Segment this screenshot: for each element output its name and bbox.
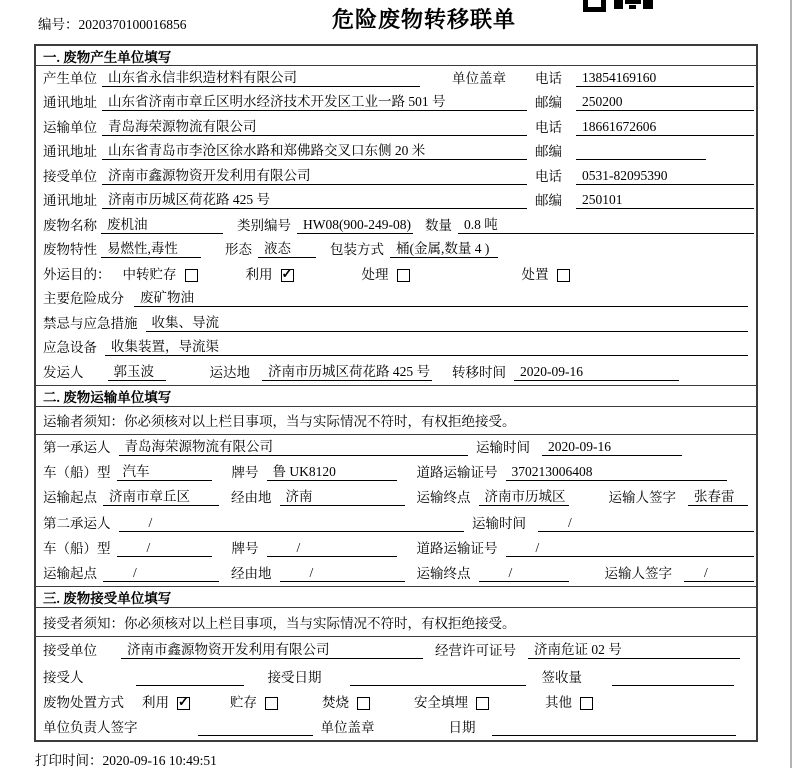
section1-header: 一. 废物产生单位填写 [36,46,756,66]
print-time-value: 2020-09-16 10:49:51 [102,753,217,768]
category-code-label: 类别编号 [237,217,291,233]
row-responsible-signature [36,715,756,740]
form-state-label: 形态 [225,242,252,257]
vehicle-type-value: 汽车 [117,460,212,481]
receiving-unit-label: 接受单位 [43,643,97,659]
print-time [35,749,217,769]
address-label: 通讯地址 [43,144,97,159]
unit-seal-label: 单位盖章 [320,720,375,736]
carrier-signature-label: 运输人签字 [604,566,672,582]
second-terminus-value: / [479,565,569,582]
row-receiving-unit [36,637,756,663]
option-storage-label: 贮存 [230,695,257,711]
transport-time-label: 运输时间 [472,515,526,531]
second-road-permit-value: / [506,540,755,557]
plate-label: 牌号 [231,465,259,481]
row-transporter-unit [36,115,756,140]
license-value: 济南危证 02 号 [528,638,740,659]
origin-label: 运输起点 [43,566,97,582]
first-carrier-label: 第一承运人 [43,439,111,455]
second-vehicle-type-value: / [117,540,212,557]
transport-time-value: 2020-09-16 [542,439,682,456]
second-transport-time-value: / [538,515,754,532]
receiver-notice-text: 你必须核对以上栏目事项，当与实际情况不符时，有权拒绝接受。 [124,616,516,632]
hazard-component-label: 主要危险成分 [43,291,124,306]
transfer-time-label: 转移时间 [452,364,506,380]
row-receiver-address [36,189,756,214]
second-origin-value: / [103,565,219,582]
origin-label: 运输起点 [43,490,97,506]
responsible-signature-label: 单位负责人签字 [43,720,138,736]
qr-finder-fragment-icon [583,0,606,12]
date-label: 日期 [448,720,476,736]
qr-code-icon [583,0,653,9]
disposal-method-label: 废物处置方式 [43,695,124,711]
section2-header: 二. 废物运输单位填写 [36,385,756,407]
option-other-label: 其他 [545,695,572,711]
row-waste-name [36,213,756,238]
manifest-form [34,44,758,742]
transfer-time-value: 2020-09-16 [514,364,679,381]
plate-label: 牌号 [231,540,259,556]
transport-time-label: 运输时间 [476,439,530,455]
page-edge-divider [790,0,792,768]
transporter-postcode-value [576,145,706,160]
producer-address-value: 山东省济南市章丘区明水经济技术开发区工业一路 501 号 [102,90,527,111]
producer-unit-value: 山东省永信非织造材料有限公司 [102,66,420,87]
reuse-checkbox [177,697,190,710]
hazard-component-value: 废矿物油 [134,286,748,307]
receiver-phone-value: 0531-82095390 [576,168,754,185]
responsible-signature-value [198,721,313,736]
section3-header: 三. 废物接受单位填写 [36,586,756,608]
option-incinerate-label: 焚烧 [322,695,349,711]
category-code-value: HW08(900-249-08) [297,217,413,234]
row-disposal-method [36,690,756,715]
postcode-label: 邮编 [535,193,562,208]
receive-date-value [350,671,526,686]
transporter-phone-value: 18661672606 [576,119,754,136]
waste-name-label: 废物名称 [43,217,97,233]
row-hazard-component [36,287,756,312]
producer-postcode-value: 250200 [576,94,754,111]
option-treat-label: 处理 [361,266,389,282]
received-amount-label: 签收量 [541,670,582,686]
receiver-postcode-value: 250101 [576,192,754,209]
road-permit-value: 370213006408 [506,464,728,481]
waste-property-label: 废物特性 [43,242,97,257]
terminus-label: 运输终点 [416,566,471,582]
transfer-storage-checkbox [185,269,198,282]
form-state-value: 液态 [258,237,316,258]
packaging-label: 包装方式 [330,242,384,257]
consignor-value: 郭玉波 [108,360,166,381]
option-reuse-label: 利用 [142,695,169,711]
row-transfer-purpose [36,262,756,287]
row-transporter-address [36,140,756,165]
emergency-equipment-value: 收集装置，导流渠 [105,335,748,356]
emergency-measures-label: 禁忌与应急措施 [43,315,138,331]
consignor-label: 发运人 [43,364,84,380]
row-producer-unit [36,66,756,91]
terminus-value: 济南市历城区 [479,485,569,506]
second-carrier-signature-value: / [684,565,754,582]
unit-seal-label: 单位盖章 [452,70,506,86]
destination-value: 济南市历城区荷花路 425 号 [262,360,432,381]
via-value: 济南 [280,485,405,506]
storage-checkbox [265,697,278,710]
first-carrier-value: 青岛海荣源物流有限公司 [119,435,469,456]
transporter-address-value: 山东省青岛市李沧区徐水路和郑佛路交叉口东侧 20 米 [102,139,527,160]
row-receiver-unit [36,164,756,189]
carrier-signature-label: 运输人签字 [608,490,676,506]
option-transfer-storage-label: 中转贮存 [122,266,177,282]
treat-checkbox [397,269,410,282]
landfill-checkbox [476,697,489,710]
terminus-label: 运输终点 [416,490,471,506]
transporter-notice-label: 运输者须知： [43,414,124,429]
origin-value: 济南市章丘区 [103,485,219,506]
quantity-label: 数量 [425,217,452,233]
phone-label: 电话 [535,70,562,86]
row-first-route [36,485,756,510]
address-label: 通讯地址 [43,193,97,208]
serial-number [38,13,187,33]
license-label: 经营许可证号 [435,643,516,659]
second-plate-value: / [267,540,397,557]
row-emergency-equipment [36,336,756,361]
phone-label: 电话 [535,168,562,184]
via-label: 经由地 [231,566,272,582]
transporter-unit-value: 青岛海荣源物流有限公司 [102,115,527,136]
road-permit-label: 道路运输证号 [416,540,498,556]
row-emergency-measures [36,311,756,336]
row-second-vehicle [36,536,756,561]
producer-unit-label: 产生单位 [43,70,97,86]
receiver-person-label: 接受人 [43,670,84,686]
date-value [492,721,737,736]
address-label: 通讯地址 [43,95,97,110]
second-carrier-value: / [119,515,465,532]
plate-value: 鲁 UK8120 [267,460,397,481]
postcode-label: 邮编 [535,95,562,110]
emergency-measures-value: 收集、导流 [146,311,749,332]
receiver-unit-value: 济南市鑫源物资开发利用有限公司 [102,164,527,185]
reuse-checkbox [281,269,294,282]
row-first-carrier [36,435,756,460]
receive-date-label: 接受日期 [267,670,322,686]
packaging-value: 桶(金属,数量 4 ) [390,237,498,258]
row-consignor [36,360,756,385]
receiver-unit-label: 接受单位 [43,168,97,184]
option-landfill-label: 安全填埋 [414,695,468,711]
option-dispose-label: 处置 [521,266,549,282]
serial-label: 编号： [38,17,79,32]
via-label: 经由地 [231,490,272,506]
option-reuse-label: 利用 [245,266,273,282]
producer-phone-value: 13854169160 [576,70,754,87]
dispose-checkbox [557,269,570,282]
page-title: 危险废物转移联单 [331,7,517,32]
row-second-route [36,561,756,586]
transporter-notice [36,407,756,435]
receiving-unit-value: 济南市鑫源物资开发利用有限公司 [121,638,423,659]
receiver-notice [36,608,756,637]
vehicle-type-label: 车（船）型 [43,465,111,481]
receiver-person-value [136,671,244,686]
vehicle-type-label: 车（船）型 [43,540,111,556]
row-receiver-person [36,663,756,690]
received-amount-value [612,671,734,686]
print-time-label: 打印时间： [35,753,103,768]
receiver-address-value: 济南市历城区荷花路 425 号 [102,188,527,209]
carrier-signature-value: 张春雷 [688,485,748,506]
serial-value: 2020370100016856 [78,17,187,32]
row-second-carrier [36,510,756,535]
road-permit-label: 道路运输证号 [416,465,498,481]
row-first-vehicle [36,460,756,485]
emergency-equipment-label: 应急设备 [43,340,97,355]
row-producer-address [36,91,756,116]
transporter-notice-text: 你必须核对以上栏目事项，当与实际情况不符时，有权拒绝接受。 [124,414,516,429]
waste-property-value: 易燃性,毒性 [101,237,201,258]
incinerate-checkbox [357,697,370,710]
second-via-value: / [280,565,405,582]
transfer-purpose-label: 外运目的： [43,266,111,282]
second-carrier-label: 第二承运人 [43,515,111,531]
row-waste-property [36,238,756,263]
quantity-value: 0.8 吨 [458,213,754,234]
destination-label: 运达地 [209,364,250,380]
phone-label: 电话 [535,119,562,135]
postcode-label: 邮编 [535,144,562,159]
transporter-unit-label: 运输单位 [43,119,97,135]
receiver-notice-label: 接受者须知： [43,616,124,632]
other-checkbox [580,697,593,710]
waste-name-value: 废机油 [101,213,223,234]
